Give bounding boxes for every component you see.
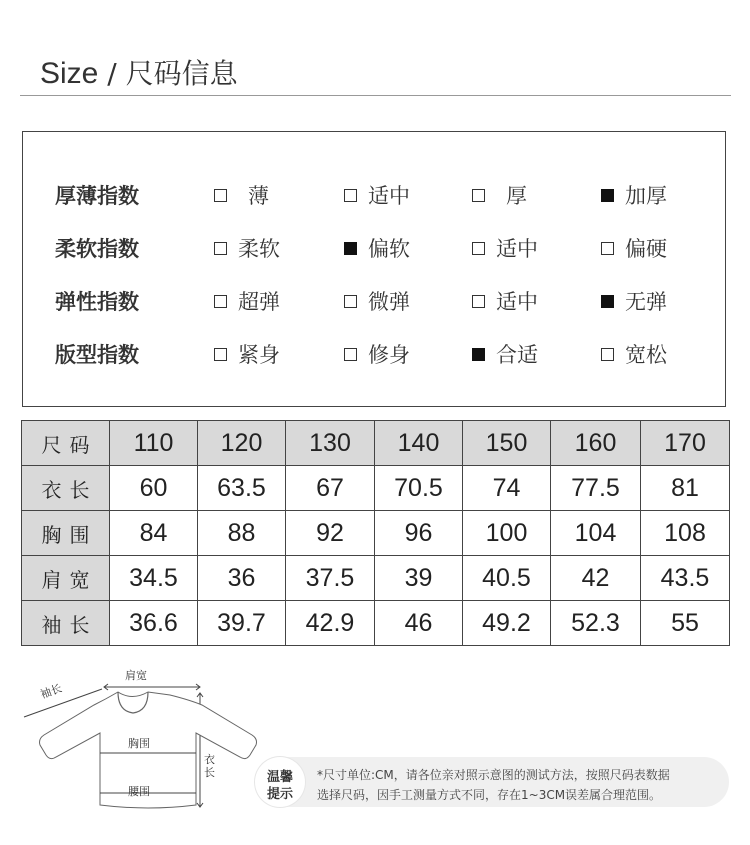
- title-divider: [20, 95, 731, 96]
- size-header-cell: 130: [286, 421, 375, 466]
- index-option-label: 微弹: [368, 290, 410, 314]
- table-cell: 42.9: [286, 601, 375, 646]
- size-header-cell: 170: [641, 421, 730, 466]
- row-label: 尺码: [22, 421, 110, 466]
- size-header-cell: 110: [110, 421, 198, 466]
- index-option-label: 无弹: [625, 290, 667, 314]
- table-cell: 40.5: [463, 556, 551, 601]
- unchecked-square-icon: [214, 348, 227, 361]
- table-cell: 70.5: [375, 466, 463, 511]
- tip-banner: [255, 757, 729, 807]
- shoulder-label: 肩宽: [125, 669, 147, 682]
- tip-line-1: *尺寸单位:CM，请各位亲对照示意图的测试方法，按照尺码表数据: [317, 768, 670, 782]
- table-cell: 77.5: [551, 466, 641, 511]
- unchecked-square-icon: [214, 189, 227, 202]
- index-option-label: 适中: [496, 290, 538, 314]
- tip-badge-line2: 提示: [266, 787, 293, 802]
- index-option-label: 薄: [248, 184, 269, 208]
- index-label: 柔软指数: [55, 237, 139, 261]
- table-cell: 88: [198, 511, 286, 556]
- tip-badge-line1: 温馨: [266, 770, 293, 785]
- size-header-cell: 160: [551, 421, 641, 466]
- table-cell: 49.2: [463, 601, 551, 646]
- table-cell: 108: [641, 511, 730, 556]
- index-option-label: 超弹: [238, 290, 280, 314]
- unchecked-square-icon: [344, 189, 357, 202]
- unchecked-square-icon: [344, 295, 357, 308]
- checked-square-icon: [601, 189, 614, 202]
- index-option-label: 适中: [368, 184, 410, 208]
- page-title: [40, 52, 238, 92]
- sleeve-label: 袖长: [38, 681, 64, 702]
- row-label: 肩宽: [22, 556, 110, 601]
- length-label: 衣长: [204, 753, 215, 779]
- table-cell: 39: [375, 556, 463, 601]
- index-row: [23, 287, 725, 317]
- index-row: [23, 340, 725, 370]
- table-cell: 34.5: [110, 556, 198, 601]
- table-cell: 39.7: [198, 601, 286, 646]
- table-cell: 81: [641, 466, 730, 511]
- index-option-label: 紧身: [238, 343, 280, 367]
- table-cell: 67: [286, 466, 375, 511]
- index-row: [23, 234, 725, 264]
- index-option-label: 修身: [368, 343, 410, 367]
- checked-square-icon: [601, 295, 614, 308]
- index-row: [23, 181, 725, 211]
- unchecked-square-icon: [214, 295, 227, 308]
- index-option-label: 柔软: [238, 237, 280, 261]
- unchecked-square-icon: [472, 242, 485, 255]
- table-cell: 96: [375, 511, 463, 556]
- table-cell: 100: [463, 511, 551, 556]
- index-label: 弹性指数: [55, 290, 139, 314]
- index-option-label: 合适: [496, 343, 538, 367]
- measurement-diagram: [20, 665, 270, 825]
- unchecked-square-icon: [472, 189, 485, 202]
- chest-label: 胸围: [128, 737, 150, 750]
- title-cn: 尺码信息: [125, 57, 238, 90]
- table-cell: 36: [198, 556, 286, 601]
- table-cell: 84: [110, 511, 198, 556]
- table-cell: 43.5: [641, 556, 730, 601]
- checked-square-icon: [472, 348, 485, 361]
- row-label: 衣长: [22, 466, 110, 511]
- title-separator: /: [107, 57, 117, 90]
- table-row: [22, 601, 730, 646]
- row-label: 袖长: [22, 601, 110, 646]
- table-row: [22, 466, 730, 511]
- tip-badge: [255, 757, 305, 807]
- index-option-label: 加厚: [625, 184, 667, 208]
- table-cell: 74: [463, 466, 551, 511]
- waist-label: 腰围: [128, 785, 150, 798]
- index-option-label: 厚: [506, 184, 527, 208]
- index-label: 版型指数: [55, 343, 139, 367]
- table-cell: 42: [551, 556, 641, 601]
- table-cell: 60: [110, 466, 198, 511]
- table-header-row: [22, 421, 730, 466]
- size-table: [21, 420, 730, 646]
- index-label: 厚薄指数: [55, 184, 139, 208]
- table-cell: 104: [551, 511, 641, 556]
- row-label: 胸围: [22, 511, 110, 556]
- index-option-label: 偏软: [368, 237, 410, 261]
- checked-square-icon: [344, 242, 357, 255]
- size-header-cell: 150: [463, 421, 551, 466]
- fabric-index-panel: [22, 131, 726, 407]
- index-option-label: 偏硬: [625, 237, 667, 261]
- table-row: [22, 556, 730, 601]
- size-header-cell: 120: [198, 421, 286, 466]
- unchecked-square-icon: [214, 242, 227, 255]
- tip-line-2: 选择尺码，因手工测量方式不同，存在1~3CM误差属合理范围。: [317, 788, 662, 802]
- size-header-cell: 140: [375, 421, 463, 466]
- unchecked-square-icon: [472, 295, 485, 308]
- table-cell: 52.3: [551, 601, 641, 646]
- table-cell: 36.6: [110, 601, 198, 646]
- unchecked-square-icon: [601, 242, 614, 255]
- unchecked-square-icon: [601, 348, 614, 361]
- table-cell: 46: [375, 601, 463, 646]
- table-cell: 37.5: [286, 556, 375, 601]
- table-cell: 92: [286, 511, 375, 556]
- index-option-label: 宽松: [625, 343, 667, 367]
- table-row: [22, 511, 730, 556]
- table-cell: 63.5: [198, 466, 286, 511]
- title-en: Size: [40, 57, 99, 90]
- unchecked-square-icon: [344, 348, 357, 361]
- index-option-label: 适中: [496, 237, 538, 261]
- table-cell: 55: [641, 601, 730, 646]
